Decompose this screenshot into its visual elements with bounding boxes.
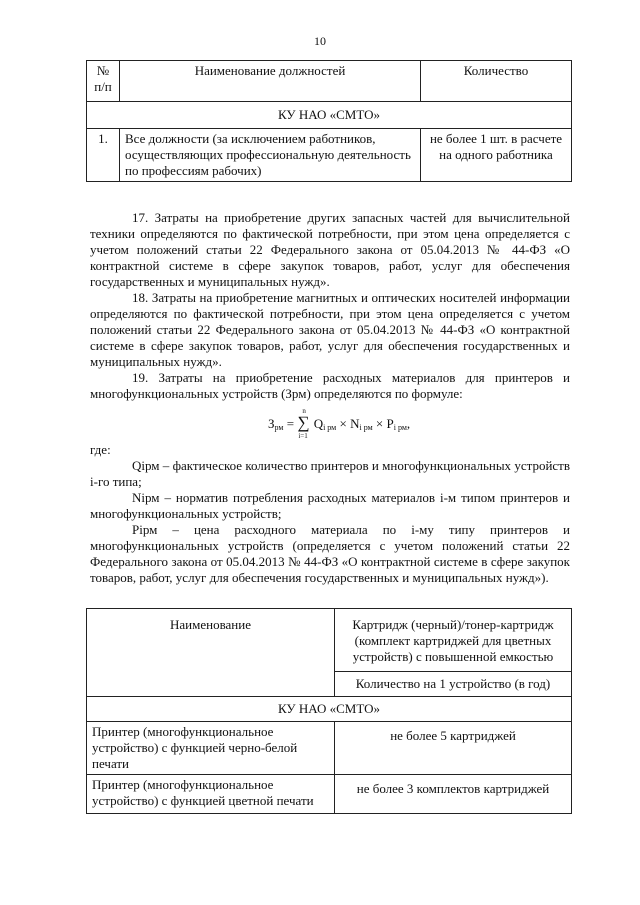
sigma-bottom: i=1	[298, 432, 308, 440]
formula-sum	[297, 407, 313, 440]
header-item: Картридж (черный)/тонер-картридж (комплект картриджей для цветных устройств) с повышенной емкостью	[335, 609, 572, 672]
header-number: № п/п	[87, 61, 120, 102]
formula-times-2: ×	[375, 416, 384, 431]
q-definition	[90, 458, 570, 490]
formula-q: Q	[313, 416, 324, 431]
formula-times-1: ×	[339, 416, 347, 431]
paragraph-18	[90, 290, 570, 370]
row-position: Все должности (за исключением работников, осуществляющих профессиональную деятельность по профессиям рабочих)	[120, 129, 421, 182]
n-definition	[90, 490, 570, 522]
row-number: 1.	[87, 129, 120, 182]
header-quantity: Количество на 1 устройство (в год)	[335, 672, 572, 697]
paragraph-17-text: 17. Затраты на приобретение других запасных частей для вычислительной техники определяются по фактической потребности, при этом цена определяется с учетом положений статьи 22 Федерального закона от 05.04.2013 № 44-ФЗ «О контрактной системе в сфере закупок товаров, работ, услуг для обеспечения государственных и муниципальных нужд».	[90, 210, 570, 289]
positions-table	[86, 60, 572, 182]
q-definition-text: Qiрм – фактическое количество принтеров и многофункциональных устройств i-го типа;	[90, 458, 570, 489]
row-quantity: не более 5 картриджей	[335, 722, 572, 775]
formula-q-sub: i рм	[323, 423, 337, 432]
header-name: Наименование	[87, 609, 335, 697]
paragraph-18-text: 18. Затраты на приобретение магнитных и оптических носителей информации определяются по фактической потребности, при этом цена определяется с учетом положений статьи 22 Федерального закона от 05.04.2013 № 44-ФЗ «О контрактной системе в сфере закупок товаров, работ, услуг для обеспечения государственных и муниципальных нужд».	[90, 290, 570, 369]
sigma-top: n	[302, 407, 306, 415]
formula-p-sub: i рм	[393, 423, 407, 432]
paragraph-17	[90, 210, 570, 290]
n-definition-text: Niрм – норматив потребления расходных материалов i-м типом принтеров и многофункциональных устройств;	[90, 490, 570, 521]
row-quantity: не более 3 комплектов картриджей	[335, 775, 572, 814]
row-quantity: не более 1 шт. в расчете на одного работника	[421, 129, 572, 182]
header-position: Наименование должностей	[120, 61, 421, 102]
table-header-row	[87, 61, 572, 102]
formula-n-sub: i рм	[359, 423, 373, 432]
section-title: КУ НАО «СМТО»	[87, 697, 572, 722]
formula-lhs: З	[268, 416, 275, 431]
table-section-row	[87, 102, 572, 129]
formula-p: P	[386, 416, 394, 431]
section-title: КУ НАО «СМТО»	[87, 102, 572, 129]
header-quantity: Количество	[421, 61, 572, 102]
table-row	[87, 775, 572, 814]
sigma-symbol: ∑	[297, 413, 310, 432]
paragraph-19	[90, 370, 570, 402]
formula	[268, 407, 411, 440]
formula-eq: =	[286, 416, 295, 431]
row-device: Принтер (многофункциональное устройство) с функцией черно-белой печати	[87, 722, 335, 775]
cartridge-table	[86, 608, 572, 814]
formula-lhs-sub: рм	[274, 423, 284, 432]
paragraph-19-text: 19. Затраты на приобретение расходных материалов для принтеров и многофункциональных устройств (Зрм) определяются по формуле:	[90, 370, 570, 401]
page-number: 10	[314, 34, 326, 48]
table-header-row	[87, 609, 572, 672]
p-definition-text: Piрм – цена расходного материала по i-му типу принтеров и многофункциональных устройств (определяется с учетом положений статьи 22 Федерального закона от 05.04.2013 № 44-ФЗ «О контрактной системе в сфере закупок товаров, работ, услуг для обеспечения государственных и муниципальных нужд»).	[90, 522, 570, 585]
formula-n: N	[350, 416, 360, 431]
table-row	[87, 722, 572, 775]
row-device: Принтер (многофункциональное устройство) с функцией цветной печати	[87, 775, 335, 814]
p-definition	[90, 522, 570, 586]
table-section-row	[87, 697, 572, 722]
where-label: где:	[90, 442, 111, 457]
formula-end: ,	[406, 416, 411, 431]
table-row	[87, 129, 572, 182]
